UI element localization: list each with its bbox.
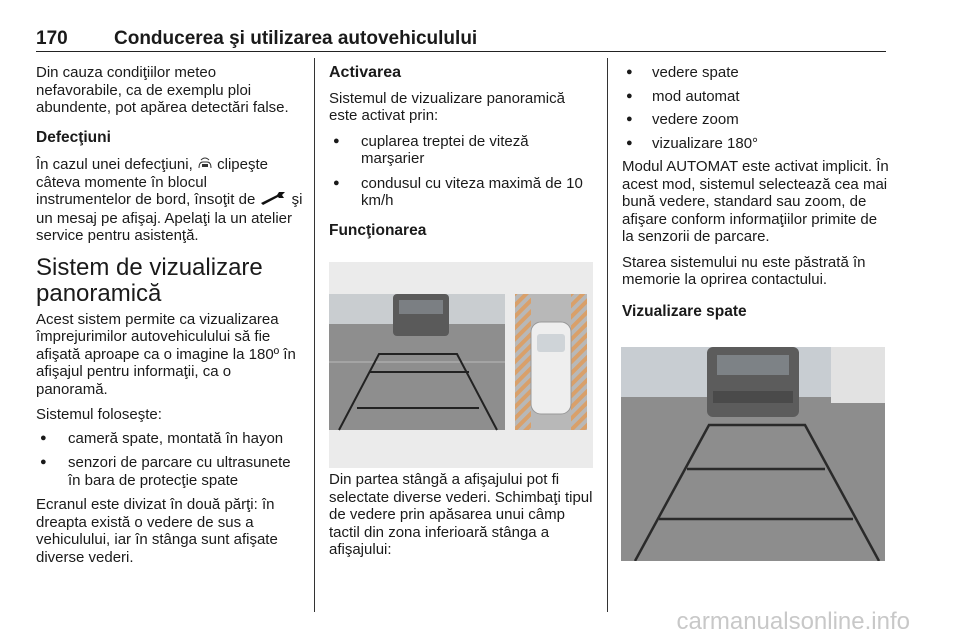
top-view [515,294,587,430]
list-item: ● vedere zoom [622,111,890,129]
list-item: ● cameră spate, montată în hayon [36,430,304,448]
column-left [36,64,304,574]
rear-camera-view [329,294,505,430]
panoramic-display-figure [329,262,593,468]
section-heading: Sistem de vizualizare panoramică [36,253,263,307]
list-item: ● cuplarea treptei de viteză marşarier [329,133,595,168]
paragraph-screen: Ecranul este divizat în două părţi: în dreapta există o vedere de sus a vehiculului, iar în stânga sunt afişate diverse vederi. [36,496,278,566]
list-item: ● mod automat [622,88,890,106]
column-divider [607,58,608,612]
list-views [622,64,890,152]
page-header [36,24,886,52]
paragraph-system-intro: Acest sistem permite ca vizualizarea împrejurimilor autovehiculului să fie afişată aproape ca o imagine la 180º în afişajul pentru informaţii, ca o panoramă. [36,310,296,398]
paragraph-weather: Din cauza condiţiilor meteo nefavorabile, ca de exemplu ploi abundente, pot apărea detectări false. [36,64,289,116]
watermark: carmanualsonline.info [676,608,910,635]
heading-defects: Defecţiuni [36,128,111,146]
paragraph-function: Din partea stângă a afişajului pot fi selectate diverse vederi. Schimbaţi tipul de vedere prin apăsarea unui câmp tactil din zona inferioară stânga a afişajului: [329,471,593,558]
page-title: Conducerea şi utilizarea autovehiculului [114,28,478,49]
heading-function: Funcţionarea [329,221,427,239]
page-number: 170 [36,28,68,49]
paragraph-defects: În cazul unei defecţiuni, clipeşte câteva momente în blocul instrumentelor de bord, însoţit de şi un mesaj pe afişaj. Apelaţi la un atelier service pentru asistenţă. [36,156,303,245]
parking-sensor-icon [197,156,213,174]
paragraph-uses: Sistemul foloseşte: [36,406,162,424]
heading-rear-view: Vizualizare spate [622,302,747,320]
column-right [622,64,890,330]
list-item: ● senzori de parcare cu ultrasunete în bara de protecţie spate [36,454,304,489]
paragraph-activation: Sistemul de vizualizare panoramică este activat prin: [329,89,565,124]
list-item: ● vizualizare 180° [622,135,890,153]
heading-activation: Activarea [329,64,402,81]
list-uses [36,430,304,490]
wrench-icon [259,191,287,210]
paragraph-auto-mode: Modul AUTOMAT este activat implicit. În acest mod, sistemul selectează cea mai bună vedere, standard sau zoom, de afişare conform informaţiilor primite de la senzorii de parcare. [622,158,889,245]
list-item: ● vedere spate [622,64,890,82]
paragraph-state: Starea sistemului nu este păstrată în memorie la oprirea contactului. [622,253,866,288]
column-divider [314,58,315,612]
list-item: ● condusul cu viteza maximă de 10 km/h [329,175,595,210]
rear-view-figure [621,347,885,561]
list-activation [329,133,595,210]
